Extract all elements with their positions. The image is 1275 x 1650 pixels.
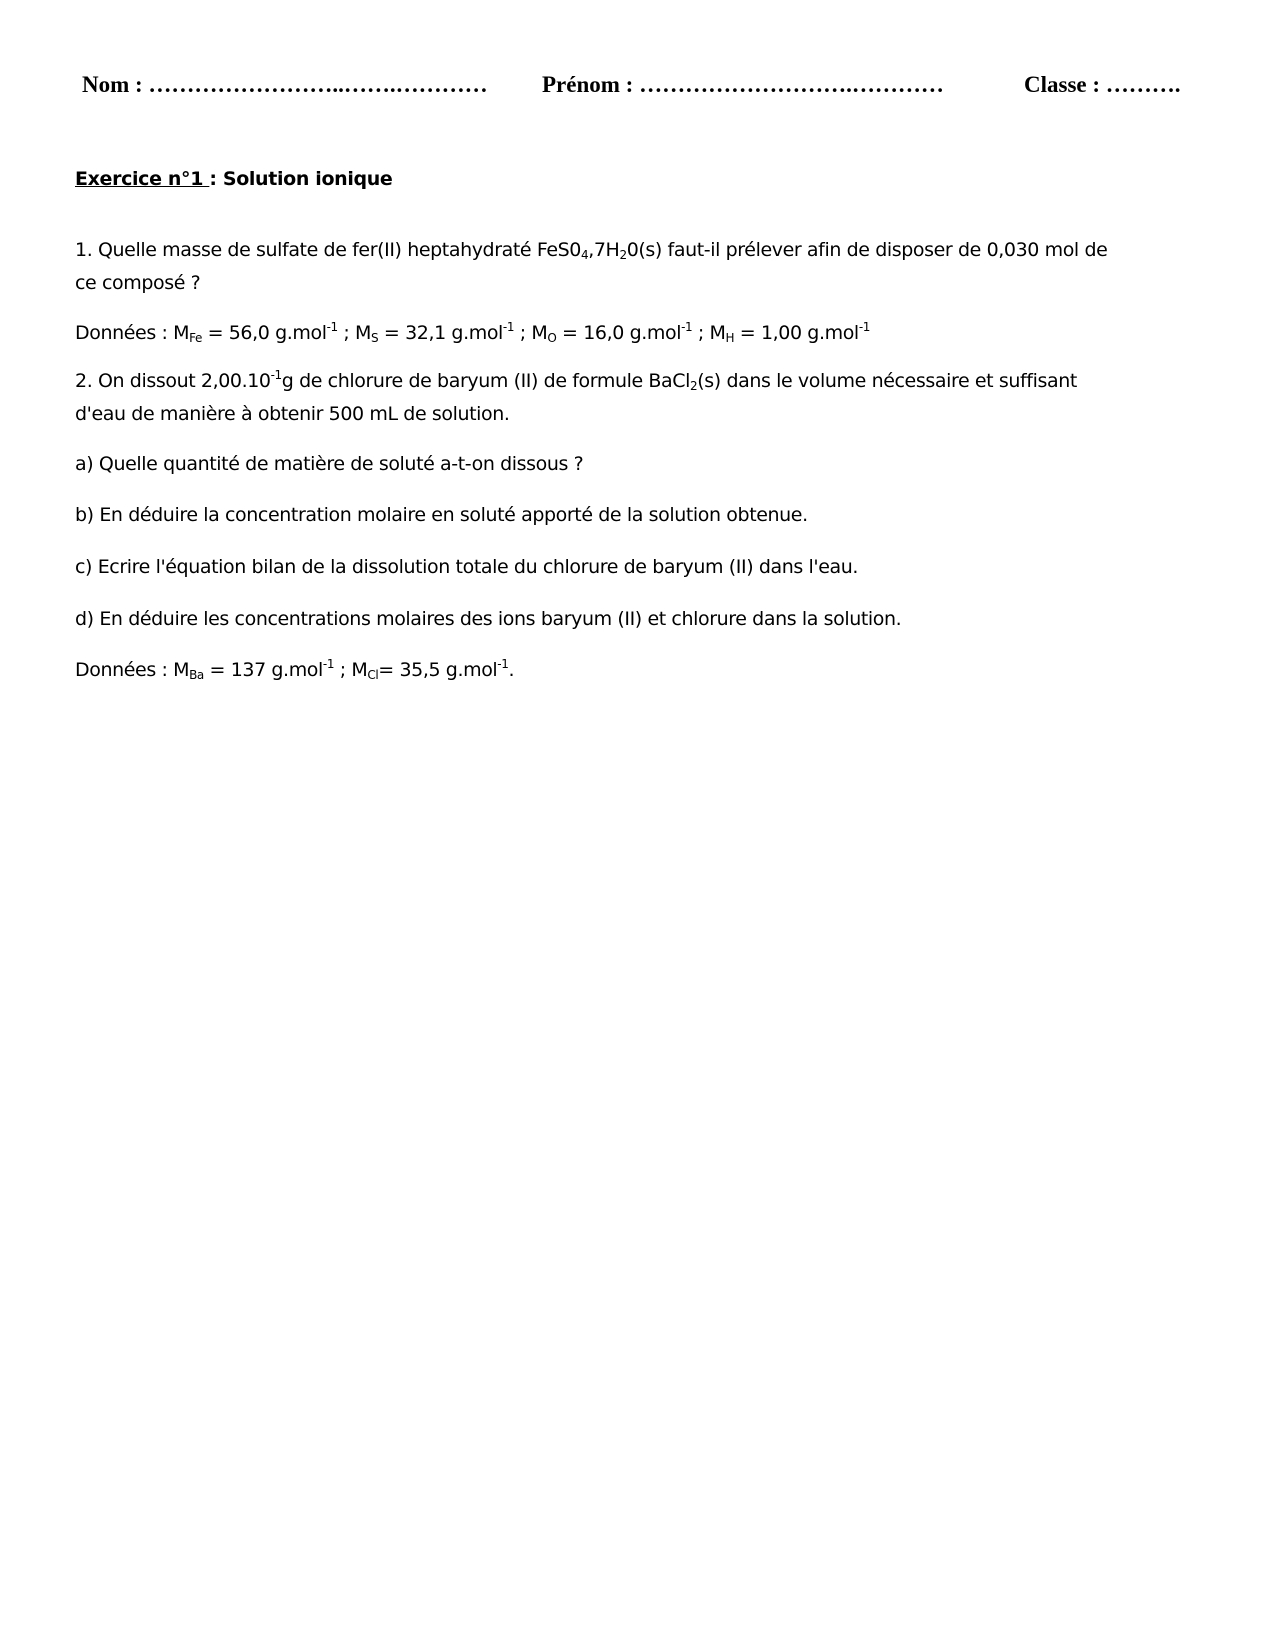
q1-text-a: 1. Quelle masse de sulfate de fer(II) heptahydraté FeS0 [75,239,581,261]
data1-lead: Données : M [75,322,190,344]
data1-sep-h: ; M [692,322,726,344]
data1-val-h: = 1,00 g.mol [734,322,859,344]
data2-sub-ba: Ba [189,668,204,682]
data1-sub-fe: Fe [189,331,202,345]
exercise-title [75,168,1205,190]
question-2-line-2: d'eau de manière à obtenir 500 mL de solution. [75,403,510,425]
q1-text-c: 0(s) faut-il prélever afin de disposer de 0,030 mol de [626,239,1108,261]
data1-sup-3: -1 [681,320,693,334]
first-name-field: Prénom : ……………………….………… [542,72,944,97]
question-2 [75,365,1205,431]
q1-sub-4: 4 [580,248,589,262]
data2-val-cl: = 35,5 g.mol [378,659,498,681]
q2-text-b: g de chlorure de baryum (II) de formule BaCl [281,370,691,392]
q1-text-b: ,7H [588,239,620,261]
exercise-label: Exercice n°1 [75,168,210,190]
data2-sub-cl: Cl [367,668,379,682]
data1-val-o: = 16,0 g.mol [556,322,682,344]
question-1-line-2: ce composé ? [75,272,201,294]
q2-text-c: (s) dans le volume nécessaire et suffisant [697,370,1077,392]
data1-sep-s: ; M [337,322,372,344]
data1-sup-2: -1 [502,320,515,334]
data-line-1 [75,317,1205,350]
data2-sep-cl: ; M [334,659,368,681]
class-field: Classe : ………. [1024,72,1181,97]
q2-sup: -1 [270,368,282,382]
question-1-line-1 [75,234,1205,267]
q2-text-a: 2. On dissout 2,00.10 [75,370,271,392]
data1-sub-s: S [371,331,379,345]
q2-sub: 2 [690,379,698,393]
data-line-2 [75,654,1205,687]
data1-sub-o: O [547,331,557,345]
data2-end: . [508,659,515,681]
question-2a: a) Quelle quantité de matière de soluté a-t-on dissous ? [75,453,584,475]
question-2b: b) En déduire la concentration molaire en soluté apporté de la solution obtenue. [75,504,808,526]
data2-sup-2: -1 [497,657,509,671]
exercise-subject: Solution ionique [222,168,393,190]
question-2c: c) Ecrire l'équation bilan de la dissolution totale du chlorure de baryum (II) dans l'eau. [75,556,859,578]
data1-val-s: = 32,1 g.mol [378,322,503,344]
data2-sup-1: -1 [322,657,335,671]
name-field: Nom : ……………………..…….………… [82,72,488,97]
question-2-line-1 [75,365,1205,398]
data2-val-ba: = 137 g.mol [203,659,323,681]
data1-sup-4: -1 [858,320,870,334]
q1-sub-2: 2 [619,248,627,262]
question-2d: d) En déduire les concentrations molaires des ions baryum (II) et chlorure dans la solution. [75,608,902,630]
data1-sep-o: ; M [514,322,548,344]
exercise-separator: : [209,168,223,190]
data2-lead: Données : M [75,659,190,681]
data1-sub-h: H [725,331,735,345]
data1-sup-1: -1 [326,320,338,334]
question-1 [75,234,1205,300]
data1-val-fe: = 56,0 g.mol [201,322,327,344]
